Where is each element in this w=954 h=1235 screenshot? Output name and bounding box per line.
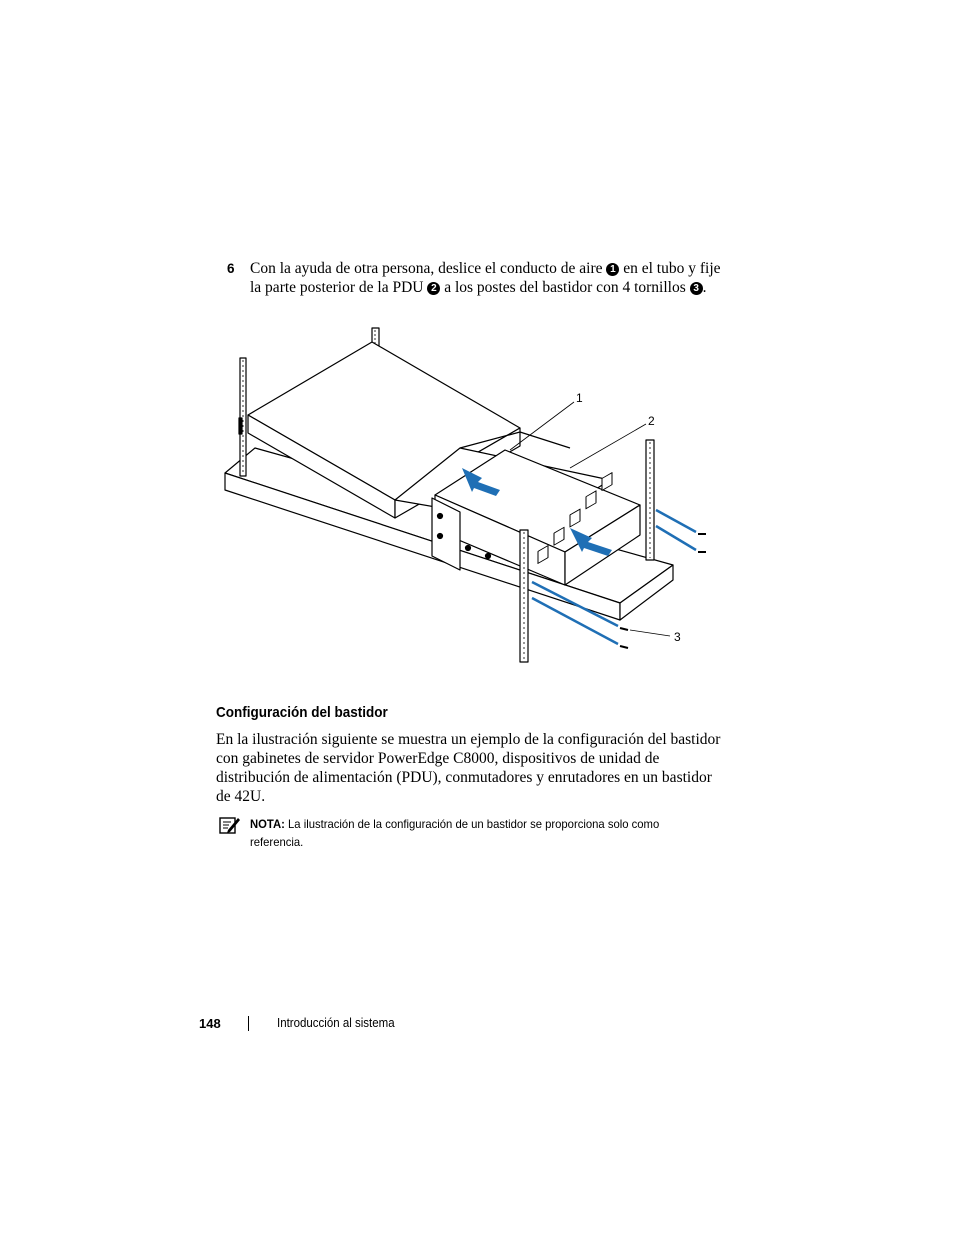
note-label: NOTA: [250,817,285,831]
callout-label-2: 2 [648,414,655,428]
step-text-part1: Con la ayuda de otra persona, deslice el conducto de aire [250,260,603,277]
page-number: 148 [199,1016,221,1031]
callout-marker-3: 3 [690,282,703,295]
callout-label-3: 3 [674,630,681,644]
section-paragraph: En la ilustración siguiente se muestra un ejemplo de la configuración del bastidor con gabinetes de servidor PowerEdge C8000, dispositivos de unidad de distribución de alimentación (PDU), conmutadores y enrutadores en un bastidor de 42U. [216,731,721,805]
step-text-part3: a los postes del bastidor con 4 tornillos [440,279,686,296]
callout-marker-1: 1 [606,263,619,276]
pdu-installation-illustration [220,320,720,670]
section-heading: Configuración del bastidor [216,704,388,721]
footer-title: Introducción al sistema [277,1016,395,1030]
step-text [250,259,728,297]
note-pencil-icon [219,815,241,835]
note-body: La ilustración de la configuración de un bastidor se proporciona solo como referencia. [250,817,660,849]
step-text-part2: en el tubo y fije la parte posterior de la PDU [250,260,721,296]
step-text-part4: . [702,279,707,296]
note-text [250,815,701,851]
callout-marker-2: 2 [427,282,440,295]
step-number: 6 [227,261,235,276]
callout-label-1: 1 [576,391,583,405]
footer-divider [248,1016,249,1031]
